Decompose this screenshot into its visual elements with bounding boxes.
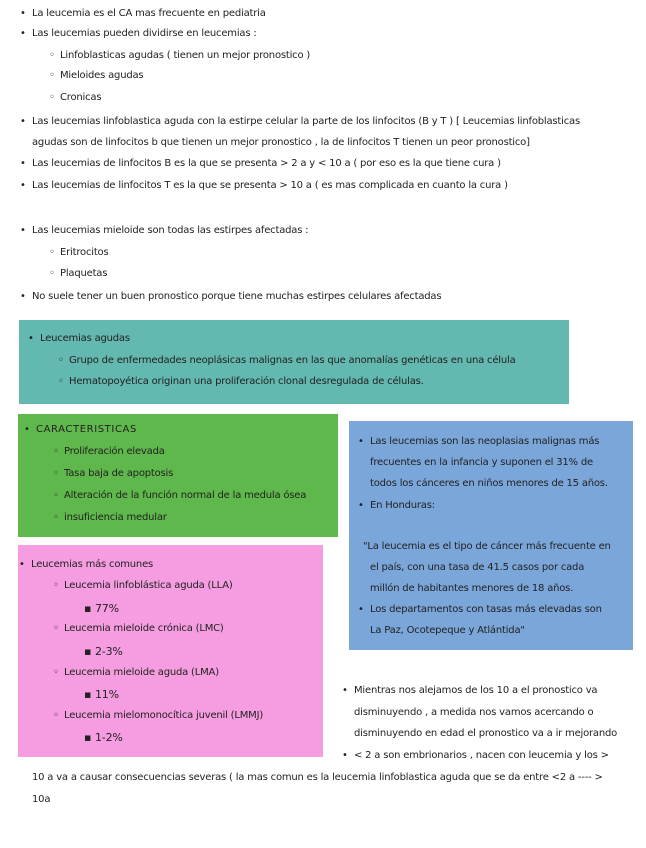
leucemia-percentage: ▪ 11% xyxy=(95,689,119,700)
pronostico-line: disminuyendo en edad el pronostico va a ir mejorando xyxy=(354,728,618,739)
leucemia-type: ◦ Leucemia mielomonocítica juvenil (LMMJ) xyxy=(64,711,263,721)
caracteristica-item: ◦ Alteración de la función normal de la medula ósea xyxy=(64,491,306,501)
agudas-item: ◦ Hematopoyética originan una proliferación clonal desregulada de células. xyxy=(69,377,424,387)
intro-sub-item: ◦ Cronicas xyxy=(60,93,101,103)
intro-line-4: • Las leucemias de linfocitos B es la que se presenta > 2 a y < 10 a ( por eso es la que tiene cura ) xyxy=(32,159,501,169)
leucemia-percentage: ▪ 77% xyxy=(95,603,119,614)
leucemia-percentage: ▪ 1-2% xyxy=(95,732,123,743)
intro-line-2: • Las leucemias pueden dividirse en leucemias : xyxy=(32,29,257,39)
caracteristica-item: ◦ Proliferación elevada xyxy=(64,447,165,457)
honduras-quote-line: La Paz, Ocotepeque y Atlántida" xyxy=(370,625,525,636)
honduras-quote-line: el país, con una tasa de 41.5 casos por cada xyxy=(370,562,585,573)
intro-line-1: • La leucemia es el CA mas frecuente en pediatria xyxy=(32,9,266,19)
neoplasias-line: todos los cánceres en niños menores de 15 años. xyxy=(370,478,608,489)
comunes-heading: • Leucemias más comunes xyxy=(31,560,153,570)
caracteristica-item: ◦ Tasa baja de apoptosis xyxy=(64,469,173,479)
mieloide-line-1: • Las leucemias mieloide son todas las estirpes afectadas : xyxy=(32,226,308,236)
mieloide-item: ◦ Eritrocitos xyxy=(60,248,108,258)
pronostico-tail-2: 10a xyxy=(32,794,51,805)
mieloide-line-2: • No suele tener un buen pronostico porque tiene muchas estirpes celulares afectadas xyxy=(32,292,441,302)
leucemia-type: ◦ Leucemia mieloide crónica (LMC) xyxy=(64,624,224,634)
pronostico-line: • < 2 a son embrionarios , nacen con leucemia y los > xyxy=(354,751,609,761)
honduras-quote-line: "La leucemia es el tipo de cáncer más frecuente en xyxy=(363,541,611,552)
leucemia-type: ◦ Leucemia mieloide aguda (LMA) xyxy=(64,668,219,678)
intro-line-3a: • Las leucemias linfoblastica aguda con la estirpe celular la parte de los linfocitos (B y T ) [ Leucemias linfoblasticas xyxy=(32,117,580,127)
pronostico-tail-1: 10 a va a causar consecuencias severas ( la mas comun es la leucemia linfoblastica aguda que se da entre <2 a ---- > xyxy=(32,772,603,783)
intro-sub-item: ◦ Linfoblasticas agudas ( tienen un mejor pronostico ) xyxy=(60,51,310,61)
caracteristica-item: ◦ insuficiencia medular xyxy=(64,513,167,523)
honduras-quote-line: • Los departamentos con tasas más elevadas son xyxy=(370,605,602,615)
pronostico-line: disminuyendo , a medida nos vamos acercando o xyxy=(354,707,594,718)
honduras-label: • En Honduras: xyxy=(370,501,435,511)
leucemias-agudas-box xyxy=(19,320,569,404)
caracteristicas-box xyxy=(18,414,338,537)
leucemia-percentage: ▪ 2-3% xyxy=(95,646,123,657)
leucemias-comunes-box xyxy=(18,545,323,757)
intro-line-3b: agudas son de linfocitos b que tienen un mejor pronostico , la de linfocitos T tienen un peor pronostico] xyxy=(32,137,530,148)
leucemia-type: ◦ Leucemia linfoblástica aguda (LLA) xyxy=(64,581,233,591)
caracteristicas-heading: • CARACTERISTICAS xyxy=(36,425,137,435)
neoplasias-line: frecuentes en la infancia y suponen el 31% de xyxy=(370,457,593,468)
pronostico-line: • Mientras nos alejamos de los 10 a el pronostico va xyxy=(354,686,597,696)
mieloide-item: ◦ Plaquetas xyxy=(60,269,107,279)
agudas-item: ◦ Grupo de enfermedades neoplásicas malignas en las que anomalías genéticas en una célula xyxy=(69,356,516,366)
intro-line-5: • Las leucemias de linfocitos T es la que se presenta > 10 a ( es mas complicada en cuanto la cura ) xyxy=(32,181,508,191)
honduras-quote-line: millón de habitantes menores de 18 años. xyxy=(370,583,574,594)
neoplasias-line: • Las leucemias son las neoplasias malignas más xyxy=(370,437,599,447)
agudas-heading: • Leucemias agudas xyxy=(40,334,130,344)
neoplasias-box xyxy=(349,421,633,650)
intro-sub-item: ◦ Mieloides agudas xyxy=(60,71,143,81)
